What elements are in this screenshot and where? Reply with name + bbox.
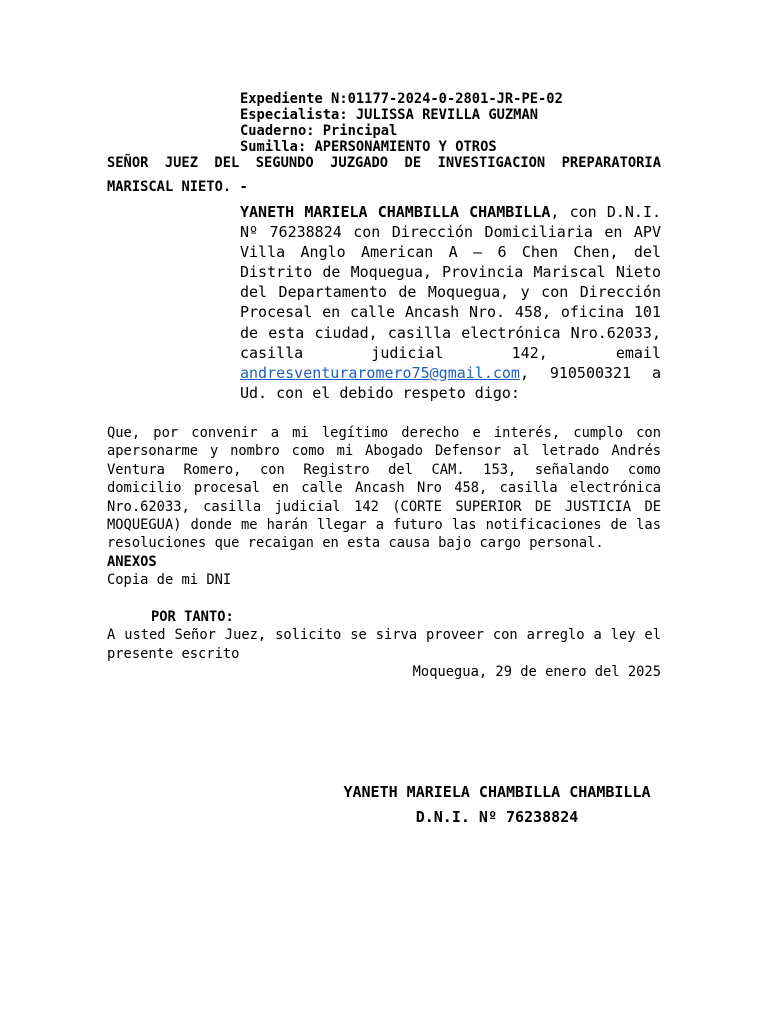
petition-section (107, 424, 661, 682)
intro-line: de esta ciudad, casilla electrónica Nro.62033, (240, 323, 661, 342)
intro-line: Ud. con el debido respeto digo: (240, 383, 520, 402)
annexes-heading: ANEXOS (107, 553, 157, 570)
signature-dni: D.N.I. Nº 76238824 (415, 808, 579, 826)
intro-line-text: , con D.N.I. (550, 203, 662, 221)
petition-line: MOQUEGUA) donde me harán llegar a futuro las notificaciones de las (107, 517, 661, 534)
petition-line: Que, por convenir a mi legítimo derecho e interés, cumplo con (107, 425, 661, 441)
email-link[interactable]: andresventuraromero75@gmail.com (240, 363, 520, 382)
place-date: Moquegua, 29 de enero del 2025 (412, 664, 661, 681)
conclusion-line: presente escrito (107, 645, 240, 662)
petition-line: apersonarme y nombro como mi Abogado Defensor al letrado Andrés (107, 443, 661, 460)
petition-line: domicilio procesal en calle Ancash Nro 458, casilla electrónica (107, 480, 661, 497)
conclusion-heading: POR TANTO: (151, 609, 234, 626)
summary: Sumilla: APERSONAMIENTO Y OTROS (240, 139, 497, 155)
intro-line (240, 363, 661, 383)
intro-line: Nº 76238824 con Dirección Domiciliaria en APV (240, 223, 661, 242)
petition-line: resoluciones que recaigan en esta causa bajo cargo personal. (107, 535, 604, 552)
intro-line: Villa Anglo American A – 6 Chen Chen, del (240, 243, 661, 262)
annex-item: Copia de mi DNI (107, 572, 232, 589)
intro-line-text: , 910500321 a (519, 363, 661, 382)
intro-line: Distrito de Moquegua, Provincia Mariscal Nieto (240, 263, 661, 282)
notebook: Cuaderno: Principal (240, 123, 398, 139)
petition-line: Ventura Romero, con Registro del CAM. 153, señalando como (107, 461, 661, 478)
intro-line (240, 202, 661, 222)
case-header (240, 91, 661, 155)
addressee-line: MARISCAL NIETO. - (107, 179, 248, 195)
intro-line: casilla judicial 142, email (240, 343, 661, 362)
signature-block (333, 780, 661, 830)
addressee (107, 151, 661, 199)
intro-paragraph (240, 202, 661, 403)
case-number: Expediente N:01177-2024-0-2801-JR-PE-02 (240, 91, 563, 107)
petition-line: Nro.62033, casilla judicial 142 (CORTE SUPERIOR DE JUSTICIA DE (107, 498, 661, 515)
signature-name: YANETH MARIELA CHAMBILLA CHAMBILLA (343, 783, 651, 801)
specialist: Especialista: JULISSA REVILLA GUZMAN (240, 107, 539, 123)
addressee-line: SEÑOR JUEZ DEL SEGUNDO JUZGADO DE INVESTIGACION PREPARATORIA (107, 155, 661, 171)
blank-line (107, 590, 661, 608)
conclusion-line: A usted Señor Juez, solicito se sirva proveer con arreglo a ley el (107, 627, 661, 644)
party-name: YANETH MARIELA CHAMBILLA CHAMBILLA (240, 203, 551, 221)
intro-line: Procesal en calle Ancash Nro. 458, oficina 101 (240, 303, 661, 322)
intro-line: del Departamento de Moquegua, y con Dirección (240, 283, 661, 302)
